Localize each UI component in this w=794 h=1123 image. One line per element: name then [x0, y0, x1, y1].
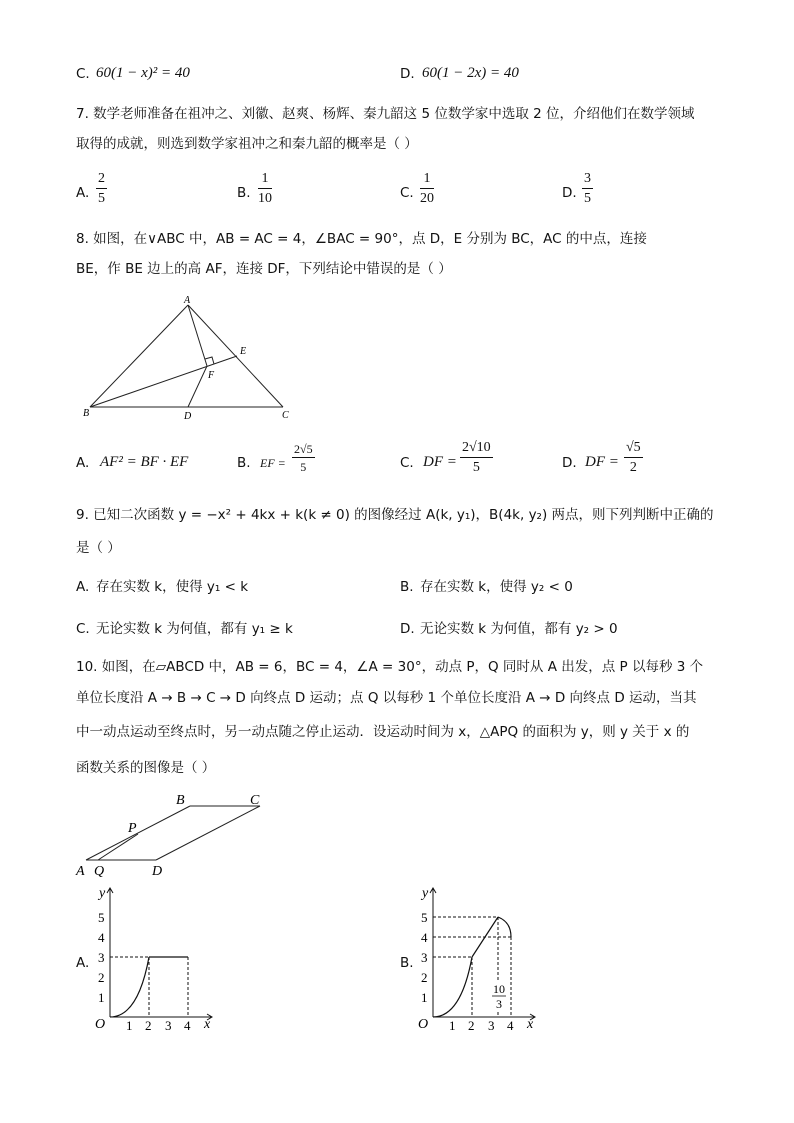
q8-option-c-label: C. — [400, 455, 414, 471]
y-axis-label: y — [99, 886, 106, 901]
x-tick-4: 4 — [184, 1018, 191, 1032]
q8-option-d-num: √5 — [624, 441, 643, 458]
y-tick-1: 1 — [421, 990, 428, 1005]
q7-line2: 取得的成就，则选到数学家祖冲之和秦九韶的概率是（ ） — [76, 136, 418, 152]
x-tick-2: 2 — [145, 1018, 152, 1032]
curve-segment — [433, 957, 472, 1017]
q6-option-d-label: D. — [400, 66, 415, 82]
q10-graph-a — [90, 880, 230, 1032]
segment-be — [90, 356, 237, 407]
q9-option-d-text: 无论实数 k 为何值，都有 y₂ > 0 — [420, 621, 618, 637]
y-tick-2: 2 — [98, 970, 105, 985]
label-e: E — [240, 346, 247, 357]
segment-ab — [90, 305, 188, 407]
q9-option-c-text: 无论实数 k 为何值，都有 y₁ ≥ k — [96, 621, 293, 637]
q9-line2: 是（ ） — [76, 540, 121, 556]
q7-line1: 7. 数学老师准备在祖冲之、刘徽、赵爽、杨辉、秦九韶这 5 位数学家中选取 2 位，介绍他们在数学领域 — [76, 106, 695, 122]
q7-option-b-den: 10 — [258, 191, 272, 206]
q7-option-d-den: 5 — [584, 191, 591, 206]
q8-line1: 8. 如图，在∨ABC 中，AB = AC = 4，∠BAC = 90°，点 D，E 分别为 BC，AC 的中点，连接 — [76, 231, 647, 247]
segment-ab — [86, 806, 190, 860]
q8-option-b-num: 2√5 — [294, 442, 313, 456]
q8-line2: BE，作 BE 边上的高 AF，连接 DF，下列结论中错误的是（ ） — [76, 261, 452, 277]
y-tick-3: 3 — [421, 950, 428, 965]
q10-line2: 单位长度沿 A → B → C → D 向终点 D 运动；点 Q 以每秒 1 个单位长度沿 A → D 向终点 D 运动，当其 — [76, 690, 697, 706]
x-tick-3: 3 — [165, 1018, 172, 1032]
special-tick-num: 10 — [493, 982, 505, 996]
q9-option-b-text: 存在实数 k，使得 y₂ < 0 — [420, 579, 573, 595]
y-tick-5: 5 — [98, 910, 105, 925]
q7-option-b-label: B. — [237, 185, 251, 201]
q8-option-d-fraction — [624, 441, 643, 475]
q8-option-b-den: 5 — [300, 460, 307, 474]
segment-af — [188, 305, 207, 366]
q7-option-b-num: 1 — [258, 172, 272, 189]
q10-line1: 10. 如图，在▱ABCD 中，AB = 6，BC = 4，∠A = 30°，动点 P，Q 同时从 A 出发，点 P 以每秒 3 个 — [76, 659, 704, 675]
q9-option-c-label: C. — [76, 621, 90, 637]
label-p: P — [128, 821, 137, 836]
q10-line3: 中一动点运动至终点时，另一动点随之停止运动．设运动时间为 x，△APQ 的面积为 y，则 y 关于 x 的 — [76, 724, 690, 740]
y-axis-label: y — [422, 886, 429, 901]
y-tick-4: 4 — [421, 930, 428, 945]
q7-option-c-label: C. — [400, 185, 414, 201]
x-tick-1: 1 — [126, 1018, 133, 1032]
y-tick-3: 3 — [98, 950, 105, 965]
q8-option-b-fraction — [292, 443, 315, 473]
q8-option-d-label: D. — [562, 455, 577, 471]
x-tick-2: 2 — [468, 1018, 475, 1032]
q8-triangle-figure — [80, 292, 300, 424]
q7-option-d-fraction — [582, 172, 593, 206]
q7-option-a-num: 2 — [96, 172, 107, 189]
q7-option-c-fraction — [420, 172, 434, 206]
y-tick-4: 4 — [98, 930, 105, 945]
q6-option-d-expr: 60(1 − 2x) = 40 — [422, 65, 519, 81]
label-b: B — [176, 793, 185, 808]
q7-option-a-den: 5 — [98, 191, 105, 206]
q8-option-d-lhs: DF = — [585, 454, 619, 470]
q8-option-a-expr: AF² = BF · EF — [100, 454, 189, 470]
origin-label: O — [418, 1017, 429, 1032]
q9-option-a-label: A. — [76, 579, 90, 595]
segment-pq — [98, 834, 138, 860]
q6-option-c-label: C. — [76, 66, 90, 82]
x-tick-1: 1 — [449, 1018, 456, 1032]
label-d: D — [184, 411, 192, 422]
x-axis-label: x — [527, 1017, 534, 1032]
q9-option-b-label: B. — [400, 579, 414, 595]
y-tick-5: 5 — [421, 910, 428, 925]
segment-cd — [156, 806, 260, 860]
q10-parallelogram-figure — [72, 788, 272, 880]
q7-option-a-fraction — [96, 172, 107, 206]
q10-graph-b — [413, 880, 553, 1032]
label-b: B — [83, 408, 90, 419]
q9-option-a-text: 存在实数 k，使得 y₁ < k — [96, 579, 249, 595]
label-f: F — [208, 370, 215, 381]
label-a: A — [76, 864, 85, 879]
q8-option-c-lhs: DF = — [423, 454, 457, 470]
special-tick-den: 3 — [496, 997, 502, 1011]
q8-option-c-fraction — [460, 441, 493, 475]
q10-graph-b-label: B. — [400, 955, 414, 971]
q7-option-b-fraction — [258, 172, 272, 206]
x-tick-3: 3 — [488, 1018, 495, 1032]
q7-option-c-num: 1 — [420, 172, 434, 189]
y-tick-1: 1 — [98, 990, 105, 1005]
label-c: C — [250, 793, 260, 808]
q8-option-d-den: 2 — [629, 460, 637, 475]
q9-line1: 9. 已知二次函数 y = −x² + 4kx + k(k ≠ 0) 的图像经过 A(k, y₁)，B(4k, y₂) 两点，则下列判断中正确的 — [76, 507, 714, 523]
q8-option-c-den: 5 — [472, 460, 480, 475]
arc-segment — [498, 917, 511, 937]
q10-line4: 函数关系的图像是（ ） — [76, 760, 216, 776]
q7-option-c-den: 20 — [420, 191, 434, 206]
y-tick-2: 2 — [421, 970, 428, 985]
q10-graph-a-label: A. — [76, 955, 90, 971]
q6-option-c-expr: 60(1 − x)² = 40 — [96, 65, 190, 81]
q8-option-c-num: 2√10 — [460, 441, 493, 458]
label-d: D — [152, 864, 163, 879]
q7-option-d-label: D. — [562, 185, 577, 201]
origin-label: O — [95, 1017, 106, 1032]
label-q: Q — [94, 864, 105, 879]
curve-segment — [110, 957, 149, 1017]
x-tick-4: 4 — [507, 1018, 514, 1032]
x-axis-label: x — [204, 1017, 211, 1032]
label-c: C — [282, 410, 289, 421]
q8-option-b-label: B. — [237, 455, 251, 471]
q7-option-d-num: 3 — [582, 172, 593, 189]
q9-option-d-label: D. — [400, 621, 415, 637]
q7-option-a-label: A. — [76, 185, 90, 201]
q8-option-a-label: A. — [76, 455, 90, 471]
q8-option-b-lhs: EF = — [260, 456, 286, 470]
label-a: A — [184, 295, 191, 306]
